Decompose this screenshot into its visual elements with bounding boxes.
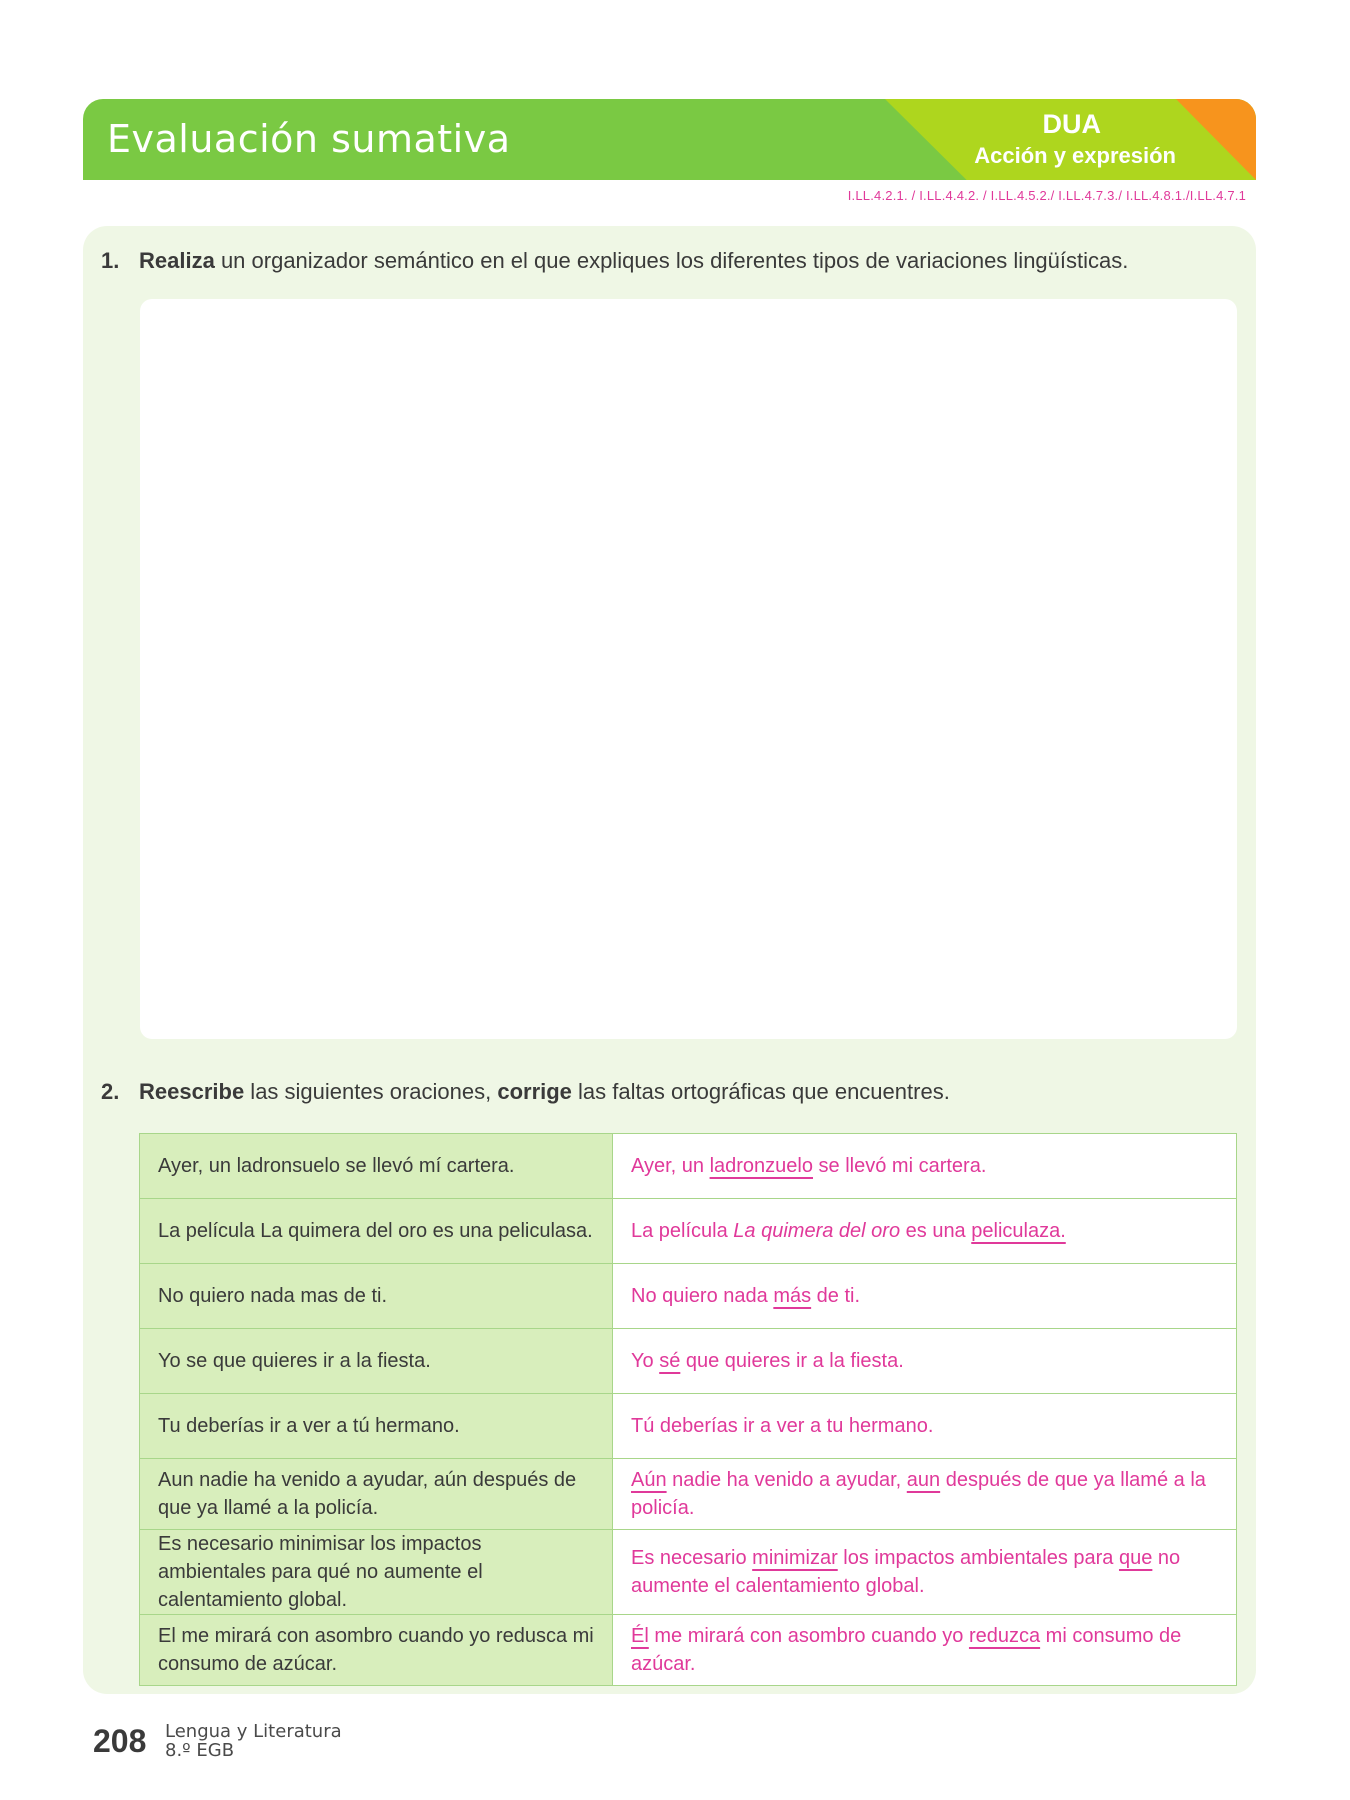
header-banner — [83, 99, 1256, 180]
original-sentence: Tu deberías ir a ver a tú hermano. — [140, 1394, 613, 1459]
question-1-number: 1. — [101, 248, 120, 273]
original-sentence: El me mirará con asombro cuando yo redusca mi consumo de azúcar. — [140, 1615, 613, 1686]
original-sentence: No quiero nada mas de ti. — [140, 1264, 613, 1329]
corrected-word: ladronzuelo — [709, 1155, 813, 1177]
table-row — [140, 1394, 1237, 1459]
corrected-sentence[interactable] — [613, 1530, 1237, 1615]
exercise-panel — [83, 226, 1256, 1694]
question-2-verb-1: Reescribe — [139, 1079, 245, 1104]
sentence-fragment: nadie ha venido a ayudar, — [666, 1469, 907, 1491]
table-row — [140, 1264, 1237, 1329]
table-row — [140, 1615, 1237, 1686]
question-2-verb-2: corrige — [497, 1079, 572, 1104]
dua-label: DUA — [1042, 109, 1101, 139]
corrected-sentence[interactable] — [613, 1394, 1237, 1459]
corrected-sentence[interactable] — [613, 1199, 1237, 1264]
question-1-verb: Realiza — [139, 248, 215, 273]
sentence-fragment: Es necesario — [631, 1547, 753, 1569]
original-sentence: La película La quimera del oro es una peliculasa. — [140, 1199, 613, 1264]
organizer-answer-area[interactable] — [140, 299, 1237, 1039]
corrected-word: sé — [659, 1350, 681, 1372]
sentence-fragment: se llevó mi cartera. — [813, 1155, 987, 1177]
sentence-fragment: La película — [631, 1220, 734, 1242]
original-sentence: Es necesario minimisar los impactos ambientales para qué no aumente el calentamiento global. — [140, 1530, 613, 1615]
original-sentence: Yo se que quieres ir a la fiesta. — [140, 1329, 613, 1394]
corrected-word: peliculaza. — [971, 1220, 1066, 1242]
sentence-fragment: me mirará con asombro cuando yo — [648, 1625, 969, 1647]
question-2-text-2: las faltas ortográficas que encuentres. — [571, 1079, 950, 1104]
original-sentence: Ayer, un ladronsuelo se llevó mí cartera. — [140, 1134, 613, 1199]
corrected-sentence[interactable] — [613, 1264, 1237, 1329]
corrected-word: aun — [906, 1469, 941, 1491]
sentence-fragment: que quieres ir a la fiesta. — [680, 1350, 904, 1372]
grade-level: 8.º EGB — [165, 1740, 235, 1761]
sentence-fragment: los impactos ambientales para — [837, 1547, 1119, 1569]
table-row — [140, 1329, 1237, 1394]
sentence-fragment: Yo — [631, 1350, 660, 1372]
sentence-fragment: No quiero nada — [631, 1285, 774, 1307]
table-row — [140, 1459, 1237, 1530]
sentence-fragment: es una — [900, 1220, 972, 1242]
original-sentence: Aun nadie ha venido a ayudar, aún después de que ya llamé a la policía. — [140, 1459, 613, 1530]
sentence-fragment: La quimera del oro — [733, 1220, 901, 1242]
corrected-word: que — [1118, 1547, 1153, 1569]
corrected-word: reduzca — [968, 1625, 1041, 1647]
corrected-sentence[interactable] — [613, 1134, 1237, 1199]
table-row — [140, 1530, 1237, 1615]
corrected-sentence[interactable] — [613, 1615, 1237, 1686]
page-title: Evaluación sumativa — [107, 117, 511, 161]
question-1-text: un organizador semántico en el que expliques los diferentes tipos de variaciones lingüísticas. — [214, 248, 1129, 273]
corrected-sentence[interactable] — [613, 1329, 1237, 1394]
corrected-word: Él — [631, 1625, 649, 1647]
corrections-table — [139, 1133, 1237, 1686]
sentence-fragment: Tú deberías ir a ver a tu hermano. — [631, 1415, 934, 1437]
corrected-sentence[interactable] — [613, 1459, 1237, 1530]
sentence-fragment: Ayer, un — [631, 1155, 710, 1177]
evaluation-indicators: I.LL.4.2.1. / I.LL.4.4.2. / I.LL.4.5.2./ I.LL.4.7.3./ I.LL.4.8.1./I.LL.4.7.1 — [847, 188, 1246, 203]
corrected-word: Aún — [631, 1469, 667, 1491]
question-1 — [101, 248, 1128, 274]
corrected-word: minimizar — [752, 1547, 838, 1569]
sentence-fragment: mi consumo de azúcar. — [631, 1625, 1182, 1675]
sentence-fragment: no aumente el calentamiento global. — [631, 1547, 1181, 1597]
question-2-text-1: las siguientes oraciones, — [244, 1079, 498, 1104]
sentence-fragment: de ti. — [811, 1285, 861, 1307]
sentence-fragment: después de que ya llamé a la policía. — [631, 1469, 1206, 1519]
corrected-word: más — [773, 1285, 812, 1307]
page-number: 208 — [93, 1723, 147, 1759]
table-row — [140, 1199, 1237, 1264]
question-2-number: 2. — [101, 1079, 120, 1104]
dua-subtitle: Acción y expresión — [974, 143, 1176, 168]
subject-info — [165, 1722, 342, 1760]
subject-name: Lengua y Literatura — [165, 1721, 342, 1742]
question-2 — [101, 1079, 950, 1105]
table-row — [140, 1134, 1237, 1199]
